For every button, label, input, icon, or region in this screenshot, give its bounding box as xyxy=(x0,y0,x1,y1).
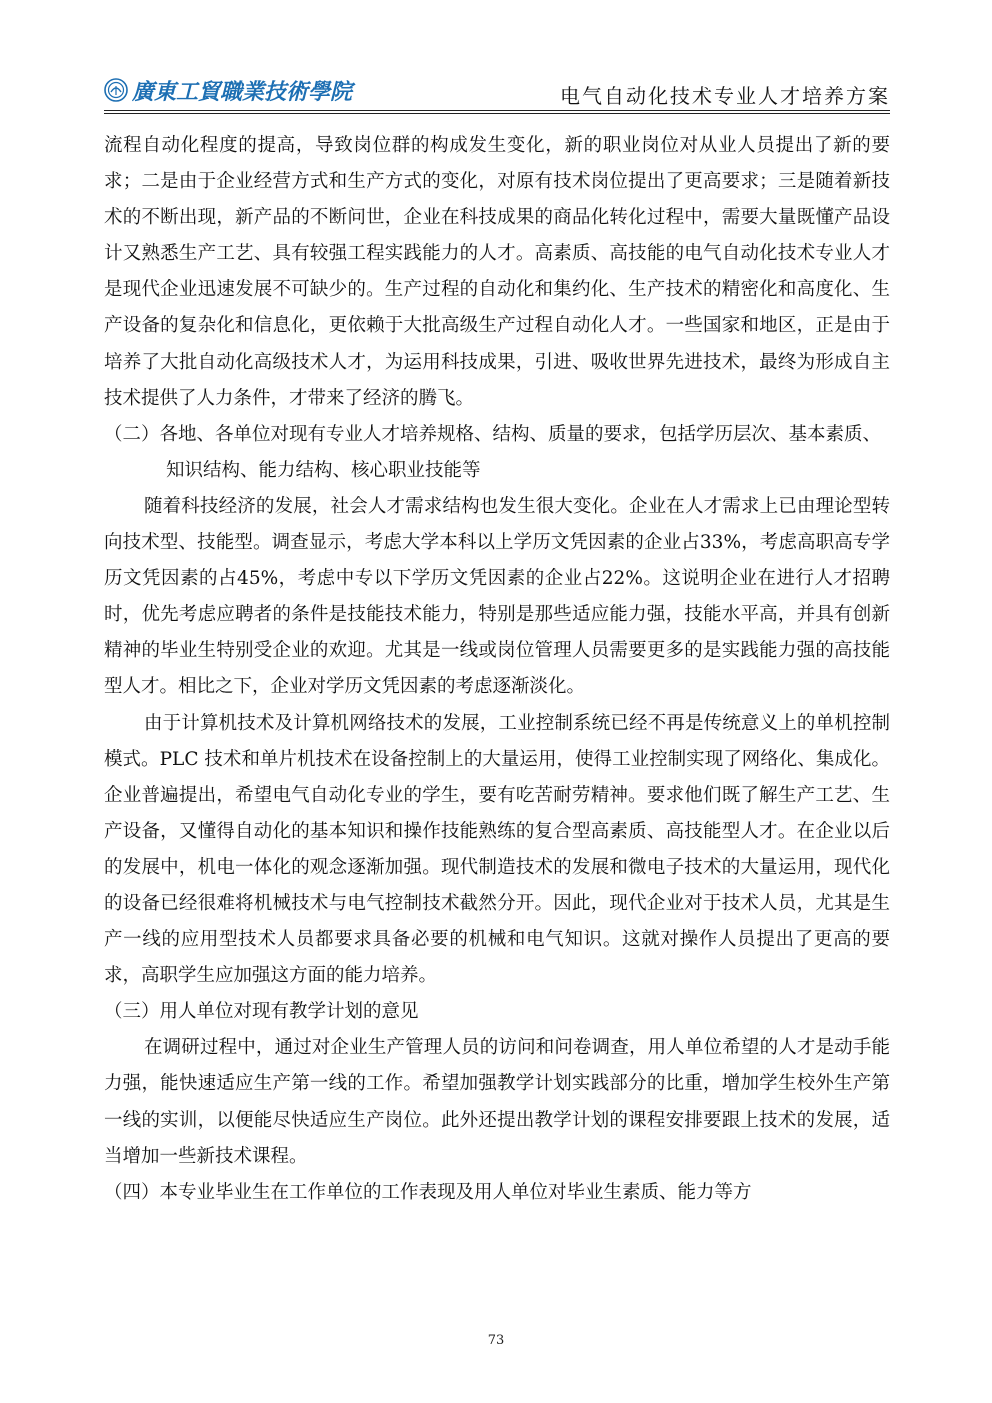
section-heading: （四）本专业毕业生在工作单位的工作表现及用人单位对毕业生素质、能力等方 xyxy=(104,1181,752,1203)
body-paragraph: 流程自动化程度的提高，导致岗位群的构成发生变化，新的职业岗位对从业人员提出了新的要求；二是由于企业经营方式和生产方式的变化，对原有技术岗位提出了更高要求；三是随着新技术的不断出现，新产品的不断问世，企业在科技成果的商品化转化过程中，需要大量既懂产品设计又熟悉生产工艺、具有较强工程实践能力的人才。高素质、高技能的电气自动化技术专业人才是现代企业迅速发展不可缺少的。生产过程的自动化和集约化、生产技术的精密化和高度化、生产设备的复杂化和信息化，更依赖于大批高级生产过程自动化人才。一些国家和地区，正是由于培养了大批自动化高级技术人才，为运用科技成果，引进、吸收世界先进技术，最终为形成自主技术提供了人力条件，才带来了经济的腾飞。 xyxy=(104,135,890,409)
section-heading: （三）用人单位对现有教学计划的意见 xyxy=(104,1001,419,1023)
school-logo-text: 廣東工貿職業技術學院 xyxy=(132,79,353,105)
document-title: 电气自动化技术专业人才培养方案 xyxy=(560,84,890,108)
body-paragraph: 由于计算机技术及计算机网络技术的发展，工业控制系统已经不再是传统意义上的单机控制模式。PLC 技术和单片机技术在设备控制上的大量运用，使得工业控制实现了网络化、集成化。企业普遍提出，希望电气自动化专业的学生，要有吃苦耐劳精神。要求他们既了解生产工艺、生产设备，又懂得自动化的基本知识和操作技能熟练的复合型高素质、高技能型人才。在企业以后的发展中，机电一体化的观念逐渐加强。现代制造技术的发展和微电子技术的大量运用，现代化的设备已经很难将机械技术与电气控制技术截然分开。因此，现代企业对于技术人员，尤其是生产一线的应用型技术人员都要求具备必要的机械和电气知识。这就对操作人员提出了更高的要求，高职学生应加强这方面的能力培养。 xyxy=(104,712,890,987)
section-heading: （二）各地、各单位对现有专业人才培养规格、结构、质量的要求，包括学历层次、基本素质、知识结构、能力结构、核心职业技能等 xyxy=(104,423,882,481)
school-emblem-icon xyxy=(104,78,128,102)
page-body xyxy=(104,128,890,1211)
page-header xyxy=(104,70,890,110)
page-number: 73 xyxy=(487,1333,505,1348)
body-paragraph: 在调研过程中，通过对企业生产管理人员的访问和问卷调查，用人单位希望的人才是动手能力强，能快速适应生产第一线的工作。希望加强教学计划实践部分的比重，增加学生校外生产第一线的实训，以便能尽快适应生产岗位。此外还提出教学计划的课程安排要跟上技术的发展，适当增加一些新技术课程。 xyxy=(104,1037,890,1167)
header-divider xyxy=(104,110,890,114)
body-paragraph: 随着科技经济的发展，社会人才需求结构也发生很大变化。企业在人才需求上已由理论型转向技术型、技能型。调查显示，考虑大学本科以上学历文凭因素的企业占33%，考虑高职高专学历文凭因素的占45%，考虑中专以下学历文凭因素的企业占22%。这说明企业在进行人才招聘时，优先考虑应聘者的条件是技能技术能力，特别是那些适应能力强，技能水平高，并具有创新精神的毕业生特别受企业的欢迎。尤其是一线或岗位管理人员需要更多的是实践能力强的高技能型人才。相比之下，企业对学历文凭因素的考虑逐渐淡化。 xyxy=(104,495,890,698)
